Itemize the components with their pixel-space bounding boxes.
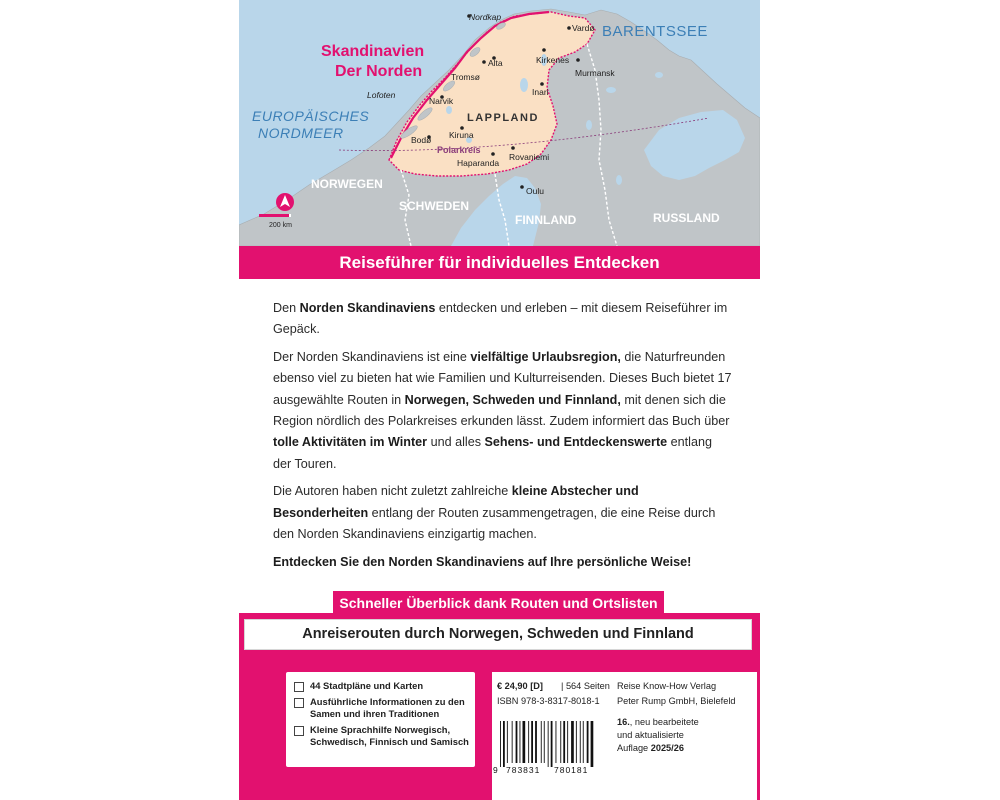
place-label: Haparanda (457, 158, 500, 168)
barcode-bar (523, 721, 526, 763)
compass-icon (276, 193, 294, 211)
checkbox-icon (294, 726, 304, 736)
place-label: Oulu (526, 186, 544, 196)
feature-item: Kleine Sprachhilfe Norwegisch, Schwedisch, Finnisch und Samisch (294, 724, 469, 749)
barcode-bar (516, 721, 518, 763)
overview-tab: Schneller Überblick dank Routen und Ortslisten (333, 591, 664, 616)
barcode-bar (587, 721, 589, 763)
routes-bar: Anreiserouten durch Norwegen, Schweden und Finnland (244, 619, 752, 650)
barcode-bar (567, 721, 568, 763)
barcode-bar (503, 721, 505, 767)
price: € 24,90 [D] (497, 681, 543, 691)
map-title-2: Der Norden (335, 63, 423, 80)
barcode-bar (583, 721, 584, 763)
barcode-bar (531, 721, 533, 763)
region-label: LAPPLAND (467, 112, 539, 124)
country-label: NORWEGEN (311, 177, 383, 191)
page-count: | 564 Seiten (561, 681, 610, 691)
sea-north-label-1: EUROPÄISCHES (252, 108, 370, 124)
edition-1: 16., neu bearbeitete (617, 717, 699, 727)
publisher-1: Reise Know-How Verlag (617, 681, 717, 691)
feature-item: 44 Stadtpläne und Karten (294, 680, 469, 693)
barcode-bar (551, 721, 553, 767)
place-label: Rovaniemi (509, 152, 550, 162)
barcode-bar (591, 721, 594, 767)
book-info (492, 672, 757, 800)
country-label: FINNLAND (515, 213, 577, 227)
place-label: Inari (532, 87, 549, 97)
barcode-bar (512, 721, 513, 763)
checkbox-icon (294, 682, 304, 692)
feature-item: Ausführliche Informationen zu den Samen und ihren Traditionen (294, 696, 469, 721)
edition-3: Auflage 2025/26 (617, 743, 684, 753)
map-graphic (239, 0, 760, 246)
country-label: RUSSLAND (653, 211, 720, 225)
place-label: Murmansk (575, 68, 615, 78)
scale-label: 200 km (269, 222, 292, 229)
isbn: ISBN 978-3-8317-8018-1 (497, 696, 600, 706)
barcode-bar (520, 721, 521, 763)
closing-line: Entdecken Sie den Norden Skandinaviens auf Ihre persönliche Weise! (273, 554, 692, 569)
barcode-bars (500, 721, 593, 767)
subtitle-banner: Reiseführer für individuelles Entdecken (239, 246, 760, 279)
scale-bar-end (289, 214, 291, 217)
barcode-bar (507, 721, 508, 763)
paragraph: Den Norden Skandinaviens entdecken und erleben – mit diesem Reiseführer im Gepäck. (273, 301, 728, 337)
paragraph: Die Autoren haben nicht zuletzt zahlreiche kleine Abstecher und Besonderheiten entlang der Routen zusammengetragen, die eine Reise durch den Norden Skandinaviens einzigartig machen. (273, 484, 716, 541)
barcode-bar (535, 721, 537, 763)
scale-bar (259, 214, 289, 217)
sea-east-label: BARENTSSEE (602, 23, 708, 40)
publisher-2: Peter Rump GmbH, Bielefeld (617, 696, 736, 706)
barcode-bar (500, 721, 501, 767)
barcode-bar (556, 721, 557, 763)
region-map (239, 0, 760, 246)
country-label: SCHWEDEN (399, 199, 470, 213)
barcode-digit: 783831 (506, 765, 541, 775)
sea-north-label-2: NORDMEER (258, 125, 344, 141)
map-title-1: Skandinavien (321, 43, 425, 60)
book-back-cover (239, 0, 760, 800)
place-label: Kirkenes (536, 55, 570, 65)
barcode-bar (528, 721, 529, 763)
paragraph: Der Norden Skandinaviens ist eine vielfältige Urlaubsregion, die Naturfreunden ebenso viel zu bieten hat wie Familien und Kulturreisenden. Dieses Buch bietet 17 ausgewählte Routen in Norwegen, Schweden und Finnland, mit denen sich die Region nördlich des Polarkreises erkunden lässt. Zudem informiert das Buch über tolle Aktivitäten im Winter und alles Sehens- und Entdeckenswerte entlang der Touren. (273, 350, 732, 471)
place-label: Kiruna (449, 130, 474, 140)
place-label: Vardø (572, 23, 595, 33)
place-label: Nordkap (469, 12, 502, 22)
barcode (492, 721, 604, 775)
barcode-bar (541, 721, 542, 763)
barcode-bar (576, 721, 577, 763)
barcode-bar (560, 721, 561, 763)
barcode-digit: 9 (493, 765, 498, 775)
feature-list (286, 672, 475, 767)
barcode-bar (544, 721, 545, 763)
description-text (273, 298, 733, 580)
place-label: Alta (488, 58, 503, 68)
barcode-digit: 780181 (554, 765, 589, 775)
arctic-circle-label: Polarkreis (437, 145, 481, 155)
barcode-bar (548, 721, 549, 767)
checkbox-icon (294, 698, 304, 708)
barcode-bar (571, 721, 574, 763)
place-label: Narvik (429, 96, 454, 106)
edition-2: und aktualisierte (617, 730, 684, 740)
place-label: Lofoten (367, 90, 396, 100)
barcode-bar (580, 721, 581, 763)
barcode-bar (563, 721, 565, 763)
place-label: Bodø (411, 135, 432, 145)
place-label: Tromsø (451, 72, 480, 82)
